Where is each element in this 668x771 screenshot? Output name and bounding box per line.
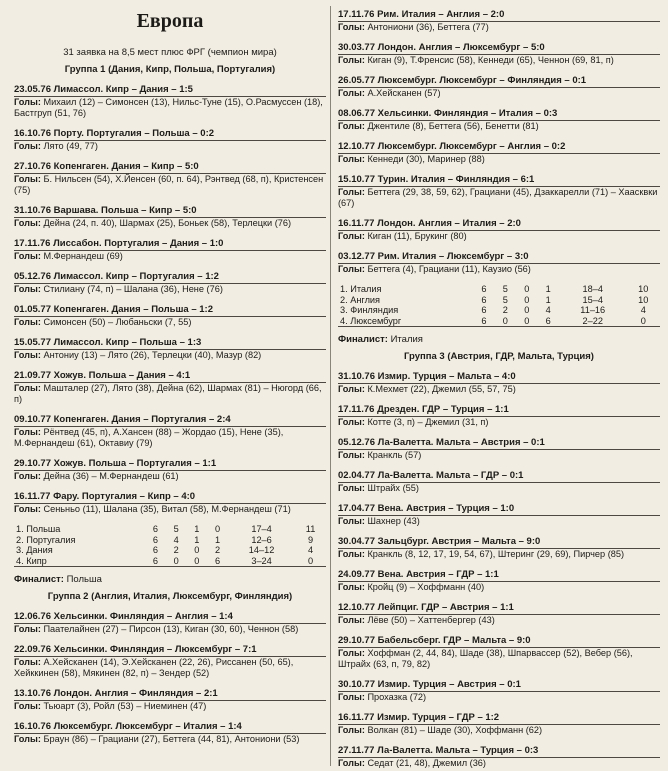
finalist-label: Финалист: [14, 574, 64, 586]
standings-cell: 4. Люксембург [338, 316, 473, 327]
match-header: 27.10.76 Копенгаген. Дания – Кипр – 5:0 [14, 161, 326, 174]
goals-text: М.Фернандеш (69) [43, 251, 123, 261]
standings-cell: 2. Португалия [16, 534, 76, 545]
match-entry [338, 42, 660, 66]
goals-label: Голы: [338, 88, 365, 98]
match-header: 03.12.77 Рим. Италия – Люксембург – 3:0 [338, 251, 660, 264]
standings-cell: 5 [173, 524, 179, 534]
standings-cell: 0 [524, 305, 530, 316]
goals-label: Голы: [338, 121, 365, 131]
goals-label: Голы: [14, 624, 41, 635]
standings-cell: 2 [173, 545, 179, 556]
match-header: 29.10.77 Хожув. Польша – Португалия – 1:1 [14, 458, 326, 471]
match-entry [338, 251, 660, 275]
standings-cell: 3. Дания [16, 545, 53, 556]
goals-label: Голы: [14, 350, 41, 360]
match-header: 27.11.77 Ла-Валетта. Мальта – Турция – 0:3 [338, 745, 660, 758]
match-header: 30.10.77 Измир. Турция – Австрия – 0:1 [338, 679, 660, 692]
goals-text: Седат (21, 48), Джемил (36) [367, 758, 486, 769]
match-entry [14, 84, 326, 119]
match-entry [338, 218, 660, 242]
group2-finalist [338, 334, 660, 345]
match-entry [338, 371, 660, 395]
match-goals [338, 692, 660, 703]
match-goals [14, 174, 326, 196]
match-header: 22.09.76 Хельсинки. Финляндия – Люксембург – 7:1 [14, 644, 326, 657]
standings-cell: 6 [207, 556, 228, 567]
standings-cell: 4. Кипр [14, 556, 145, 567]
match-entry [338, 635, 660, 670]
match-header: 24.09.77 Вена. Австрия – ГДР – 1:1 [338, 569, 660, 582]
standings-cell: 1 [194, 534, 200, 545]
match-entry [338, 141, 660, 165]
match-entry [338, 470, 660, 494]
match-goals [338, 384, 660, 395]
standings-cell: 14–12 [248, 545, 275, 556]
goals-label: Голы: [14, 383, 41, 393]
goals-label: Голы: [14, 427, 41, 437]
match-goals [14, 218, 326, 229]
standings-cell: 12–6 [251, 534, 272, 545]
match-entry [338, 437, 660, 461]
standings-row [338, 295, 660, 306]
match-header: 12.10.77 Лейпциг. ГДР – Австрия – 1:1 [338, 602, 660, 615]
goals-text: Киган (11), Брукинг (80) [367, 231, 467, 241]
standings-cell: 6 [537, 316, 558, 327]
match-entry [338, 679, 660, 703]
finalist-value: Польша [66, 574, 102, 586]
standings-cell: 18–4 [582, 284, 603, 294]
match-header: 26.05.77 Люксембург. Люксембург – Финляндия – 0:1 [338, 75, 660, 88]
group1-matches [14, 84, 326, 515]
match-goals [338, 549, 660, 560]
goals-label: Голы: [338, 758, 365, 769]
standings-cell: 6 [152, 545, 158, 556]
match-header: 16.11.77 Измир. Турция – ГДР – 1:2 [338, 712, 660, 725]
match-entry [14, 370, 326, 405]
match-entry [338, 569, 660, 593]
goals-text: Рёнтвед (45, п), А.Хансен (88) – Жордао (15), Нене (35), М.Фернандеш (61), Октавиу (79) [14, 427, 284, 448]
standings-cell: 15–4 [582, 294, 603, 305]
standings-row [14, 535, 326, 546]
group3-matches [338, 371, 660, 769]
standings-cell: 0 [495, 316, 516, 327]
goals-label: Голы: [14, 471, 41, 481]
match-entry [14, 337, 326, 361]
goals-text: Б. Нильсен (54), Х.Йенсен (60, п. 64), Рэнтвед (68, п), Кристенсен (75) [14, 174, 324, 195]
standings-cell: 2. Англия [340, 294, 381, 305]
goals-text: Беттега (4), Грациани (11), Каузио (56) [367, 264, 531, 274]
goals-text: Хоффман (2, 44, 84), Шаде (38), Шпарвассер (52), Вебер (56), Штрайх (63, п, 79, 82) [338, 648, 633, 670]
goals-text: Шахнер (43) [367, 516, 420, 527]
match-entry [14, 611, 326, 635]
standings-cell: 0 [524, 284, 530, 294]
standings-cell: 6 [481, 284, 487, 294]
match-goals [338, 55, 660, 66]
match-entry [14, 458, 326, 482]
match-header: 29.10.77 Бабельсберг. ГДР – Мальта – 9:0 [338, 635, 660, 648]
match-entry [14, 205, 326, 229]
match-entry [338, 503, 660, 527]
match-goals [338, 187, 660, 209]
goals-label: Голы: [338, 384, 365, 395]
match-entry [14, 304, 326, 328]
match-header: 15.05.77 Лимассол. Кипр – Польша – 1:3 [14, 337, 326, 350]
goals-label: Голы: [338, 692, 365, 703]
goals-label: Голы: [338, 725, 365, 736]
standings-cell: 6 [473, 316, 494, 327]
goals-text: Прохазка (72) [367, 692, 427, 703]
standings-cell: 4 [545, 305, 551, 316]
standings-cell: 4 [173, 534, 179, 545]
standings-cell: 10 [638, 294, 649, 305]
match-header: 16.10.76 Порту. Португалия – Польша – 0:2 [14, 128, 326, 141]
standings-row [14, 524, 326, 535]
match-header: 17.04.77 Вена. Австрия – Турция – 1:0 [338, 503, 660, 516]
standings-cell: 0 [295, 556, 326, 567]
goals-label: Голы: [338, 417, 365, 428]
goals-text: Антониу (13) – Лято (26), Терлецки (40), Мазур (82) [43, 350, 262, 360]
standings-cell: 0 [194, 545, 200, 556]
goals-label: Голы: [338, 22, 365, 32]
goals-text: Паателайнен (27) – Пирсон (13), Киган (30, 60), Ченнон (58) [43, 624, 299, 635]
goals-text: Сеньньо (11), Шалана (35), Витал (58), М.Фернандеш (71) [43, 504, 291, 514]
match-entry [338, 745, 660, 769]
group2-matches-part2 [338, 9, 660, 275]
match-goals [14, 624, 326, 635]
group1-finalist [14, 574, 326, 585]
goals-label: Голы: [338, 648, 365, 659]
standings-cell: 1. Польша [16, 524, 61, 534]
match-goals [14, 284, 326, 295]
standings-cell: 3–24 [228, 556, 295, 567]
match-goals [14, 701, 326, 712]
match-entry [14, 161, 326, 196]
goals-label: Голы: [338, 264, 365, 274]
right-column [338, 0, 660, 769]
standings-cell: 6 [481, 305, 487, 316]
match-goals [338, 121, 660, 132]
goals-text: К.Мехмет (22), Джемил (55, 57, 75) [367, 384, 516, 395]
match-entry [338, 536, 660, 560]
goals-text: А.Хейсканен (14), Э.Хейсканен (22, 26), Риссанен (50, 65), Хейккинен (58), Мякинен (82, п) – Зендер (52) [14, 657, 294, 679]
match-header: 15.10.77 Турин. Италия – Финляндия – 6:1 [338, 174, 660, 187]
standings-cell: 0 [524, 294, 530, 305]
match-entry [338, 108, 660, 132]
match-entry [14, 238, 326, 262]
standings-cell: 10 [638, 284, 649, 294]
match-header: 16.10.76 Люксембург. Люксембург – Италия – 1:4 [14, 721, 326, 734]
goals-label: Голы: [14, 734, 41, 745]
match-goals [338, 648, 660, 670]
match-entry [14, 721, 326, 745]
goals-label: Голы: [14, 317, 41, 327]
goals-text: Лято (49, 77) [43, 141, 98, 151]
group1-title: Группа 1 (Дания, Кипр, Польша, Португалия) [64, 64, 276, 75]
group1-standings [14, 524, 326, 567]
standings-cell: 9 [308, 534, 314, 545]
standings-cell: 2 [502, 305, 508, 316]
standings-cell: 2–22 [559, 316, 627, 327]
match-entry [338, 712, 660, 736]
group2-matches-part1 [14, 611, 326, 745]
goals-label: Голы: [338, 582, 365, 593]
match-goals [338, 516, 660, 527]
match-entry [338, 9, 660, 33]
match-header: 17.11.76 Лиссабон. Португалия – Дания – 1:0 [14, 238, 326, 251]
match-goals [338, 725, 660, 736]
match-goals [14, 734, 326, 745]
match-header: 31.10.76 Варшава. Польша – Кипр – 5:0 [14, 205, 326, 218]
standings-row [338, 316, 660, 327]
goals-label: Голы: [338, 450, 365, 461]
goals-label: Голы: [14, 701, 41, 712]
goals-text: Михаил (12) – Симонсен (13), Нильс-Туне (15), О.Расмуссен (18), Бастгруп (51, 76) [14, 97, 323, 118]
goals-label: Голы: [14, 218, 41, 228]
goals-text: Антониони (36), Беттега (77) [367, 22, 489, 32]
goals-text: Тьюарт (3), Ройл (53) – Ниеминен (47) [43, 701, 207, 712]
finalist-label: Финалист: [338, 334, 388, 346]
match-header: 23.05.76 Лимассол. Кипр – Дания – 1:5 [14, 84, 326, 97]
match-goals [338, 154, 660, 165]
match-goals [14, 141, 326, 152]
match-entry [338, 602, 660, 626]
goals-label: Голы: [14, 504, 41, 514]
goals-label: Голы: [338, 187, 365, 197]
goals-text: Стилиану (74, п) – Шалана (36), Нене (76) [43, 284, 223, 294]
standings-cell: 0 [166, 556, 187, 567]
match-header: 30.04.77 Зальцбург. Австрия – Мальта – 9:0 [338, 536, 660, 549]
match-goals [338, 417, 660, 428]
match-header: 12.06.76 Хельсинки. Финляндия – Англия – 1:4 [14, 611, 326, 624]
match-goals [338, 582, 660, 593]
standings-cell: 3. Финляндия [340, 305, 399, 316]
match-entry [14, 271, 326, 295]
match-header: 08.06.77 Хельсинки. Финляндия – Италия – 0:3 [338, 108, 660, 121]
match-header: 05.12.76 Лимассол. Кипр – Португалия – 1:2 [14, 271, 326, 284]
standings-cell: 6 [152, 524, 158, 534]
goals-label: Голы: [338, 549, 365, 560]
standings-row [338, 305, 660, 316]
standings-cell: 11–16 [580, 305, 606, 316]
match-goals [14, 97, 326, 119]
standings-cell: 6 [145, 556, 166, 567]
standings-cell: 2 [215, 545, 221, 556]
match-header: 30.03.77 Лондон. Англия – Люксембург – 5:0 [338, 42, 660, 55]
standings-cell: 1 [545, 284, 551, 294]
goals-label: Голы: [14, 657, 41, 668]
match-entry [14, 414, 326, 449]
goals-label: Голы: [338, 615, 365, 626]
goals-label: Голы: [14, 284, 41, 294]
match-goals [14, 471, 326, 482]
finalist-value: Италия [390, 334, 423, 346]
match-header: 05.12.76 Ла-Валетта. Мальта – Австрия – 0:1 [338, 437, 660, 450]
match-goals [338, 264, 660, 275]
goals-text: Джентиле (8), Беттега (56), Бенетти (81) [367, 121, 539, 131]
goals-text: Кройц (9) – Хоффманн (40) [367, 582, 485, 593]
goals-text: Лёве (50) – Хаттенбергер (43) [367, 615, 495, 626]
goals-label: Голы: [14, 97, 41, 107]
goals-text: Дейна (24, п. 40), Шармах (25), Боньек (58), Терлецки (76) [43, 218, 292, 228]
match-goals [14, 383, 326, 405]
page-title: Европа [136, 10, 204, 32]
match-entry [14, 128, 326, 152]
goals-text: Кранкль (8, 12, 17, 19, 54, 67), Штеринг (29, 69), Пирчер (85) [367, 549, 625, 560]
standings-cell: 1 [215, 534, 221, 545]
group3-title: Группа 3 (Австрия, ГДР, Мальта, Турция) [404, 351, 594, 363]
match-goals [338, 231, 660, 242]
goals-text: Дейна (36) – М.Фернандеш (61) [43, 471, 179, 481]
standings-cell: 4 [640, 305, 646, 316]
match-goals [14, 317, 326, 328]
match-entry [14, 491, 326, 515]
match-goals [338, 22, 660, 33]
match-header: 01.05.77 Копенгаген. Дания – Польша – 1:2 [14, 304, 326, 317]
goals-text: Симонсен (50) – Любаньски (7, 55) [43, 317, 192, 327]
goals-text: Волкан (81) – Шаде (30), Хоффманн (62) [367, 725, 543, 736]
goals-text: Котте (3, п) – Джемил (31, п) [367, 417, 489, 428]
match-goals [14, 251, 326, 262]
goals-label: Голы: [338, 55, 365, 65]
goals-text: Кранкль (57) [367, 450, 422, 461]
standings-cell: 5 [502, 294, 508, 305]
goals-label: Голы: [14, 251, 41, 261]
standings-cell: 0 [187, 556, 208, 567]
match-goals [338, 450, 660, 461]
goals-label: Голы: [14, 174, 41, 184]
match-header: 17.11.76 Рим. Италия – Англия – 2:0 [338, 9, 660, 22]
standings-cell: 4 [308, 545, 314, 556]
match-header: 31.10.76 Измир. Турция – Мальта – 4:0 [338, 371, 660, 384]
match-entry [338, 174, 660, 209]
match-header: 12.10.77 Люксембург. Люксембург – Англия – 0:2 [338, 141, 660, 154]
goals-label: Голы: [14, 141, 41, 151]
match-entry [338, 404, 660, 428]
match-header: 17.11.76 Дрезден. ГДР – Турция – 1:1 [338, 404, 660, 417]
goals-label: Голы: [338, 516, 365, 527]
match-goals [338, 483, 660, 494]
goals-text: Штрайх (55) [367, 483, 419, 494]
goals-text: Киган (9), Т.Френсис (58), Кеннеди (65), Ченнон (69, 81, п) [367, 55, 614, 65]
standings-cell: 1. Италия [340, 284, 382, 294]
left-column [14, 0, 326, 745]
standings-cell: 11 [305, 524, 316, 534]
group2-title: Группа 2 (Англия, Италия, Люксембург, Финляндия) [47, 591, 293, 603]
standings-cell: 1 [545, 294, 551, 305]
group2-standings [338, 284, 660, 327]
match-goals [14, 350, 326, 361]
standings-cell: 1 [194, 524, 200, 534]
match-goals [338, 88, 660, 99]
match-goals [338, 615, 660, 626]
standings-row [14, 556, 326, 567]
subtitle: 31 заявка на 8,5 мест плюс ФРГ (чемпион мира) [63, 47, 277, 58]
standings-cell: 6 [152, 534, 158, 545]
standings-cell: 17–4 [251, 524, 272, 534]
match-header: 21.09.77 Хожув. Польша – Дания – 4:1 [14, 370, 326, 383]
standings-row [14, 545, 326, 556]
goals-label: Голы: [338, 154, 365, 164]
match-header: 02.04.77 Ла-Валетта. Мальта – ГДР – 0:1 [338, 470, 660, 483]
match-goals [14, 427, 326, 449]
standings-cell: 0 [627, 316, 660, 327]
match-entry [338, 75, 660, 99]
goals-text: Кеннеди (30), Маринер (88) [367, 154, 485, 164]
standings-cell: 0 [516, 316, 537, 327]
goals-text: А.Хейсканен (57) [367, 88, 441, 98]
goals-label: Голы: [338, 231, 365, 241]
goals-text: Машталер (27), Лято (38), Дейна (62), Шармах (81) – Нюгорд (66, п) [14, 383, 322, 404]
match-goals [14, 504, 326, 515]
standings-cell: 6 [481, 294, 487, 305]
match-goals [14, 657, 326, 679]
goals-label: Голы: [338, 483, 365, 494]
match-goals [338, 758, 660, 769]
match-entry [14, 688, 326, 712]
standings-cell: 0 [215, 524, 221, 534]
match-header: 16.11.77 Лондон. Англия – Италия – 2:0 [338, 218, 660, 231]
match-header: 09.10.77 Копенгаген. Дания – Португалия – 2:4 [14, 414, 326, 427]
match-entry [14, 644, 326, 679]
standings-cell: 5 [502, 284, 508, 294]
match-header: 13.10.76 Лондон. Англия – Финляндия – 2:1 [14, 688, 326, 701]
match-header: 16.11.77 Фару. Португалия – Кипр – 4:0 [14, 491, 326, 504]
standings-row [338, 284, 660, 295]
goals-text: Беттега (29, 38, 59, 62), Грациани (45), Дзаккарелли (71) – Хаасквки (67) [338, 187, 658, 208]
goals-text: Браун (86) – Грациани (27), Беттега (44, 81), Антониони (53) [43, 734, 300, 745]
column-divider [330, 6, 331, 766]
